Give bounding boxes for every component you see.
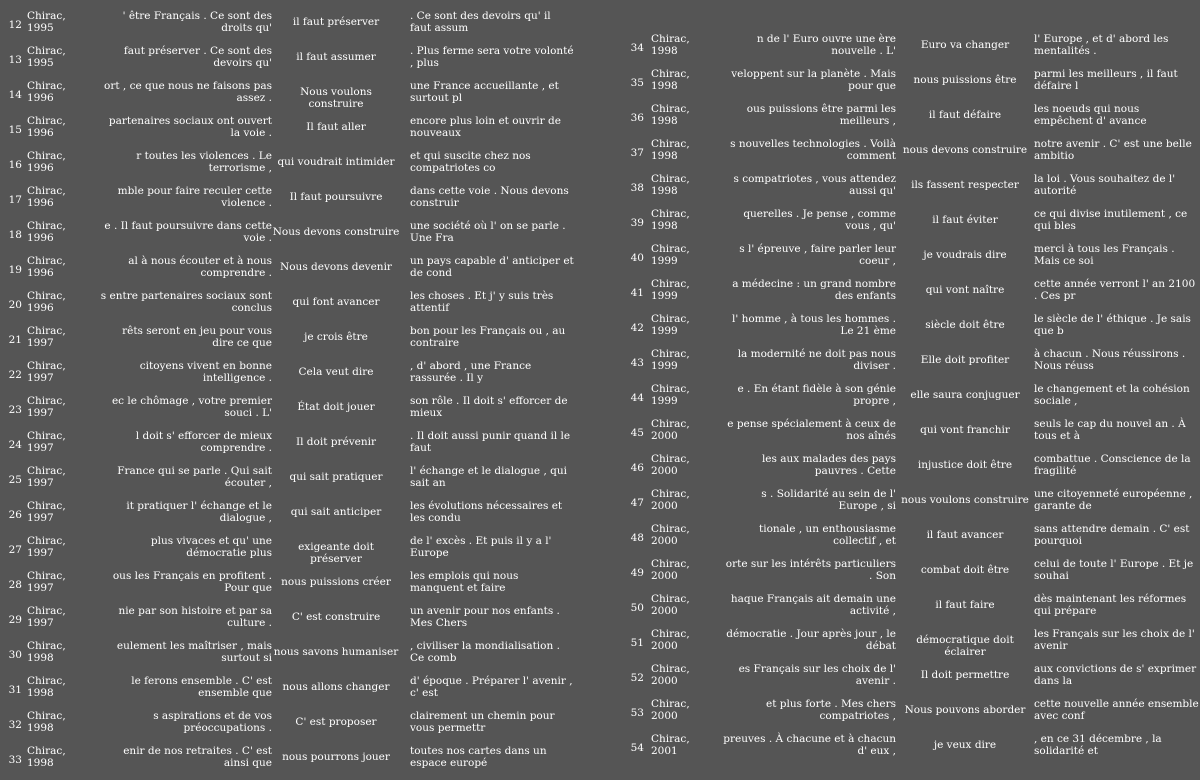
right-context: les Français sur les choix de l' avenir [1034, 628, 1195, 652]
source-label: Chirac, 1996 [27, 255, 66, 279]
source-label: Chirac, 1997 [27, 605, 66, 629]
left-context: enir de nos retraites . C' est ainsi que [123, 745, 272, 769]
right-context: ce qui divise inutilement , ce qui bles [1034, 208, 1188, 232]
right-context: une France accueillante , et surtout pl [410, 80, 559, 104]
row-number: 15 [8, 124, 22, 136]
source-label: Chirac, 1998 [27, 710, 66, 734]
row-number: 39 [630, 217, 644, 229]
left-context: preuves . À chacune et à chacun d' eux , [723, 733, 896, 757]
left-context: eulement les maîtriser , mais surtout si [116, 640, 272, 664]
keyword-match: Nous devons devenir [280, 261, 392, 273]
right-context: , en ce 31 décembre , la solidarité et [1034, 733, 1162, 757]
row-number: 38 [630, 182, 644, 194]
right-context: cette nouvelle année ensemble avec conf [1034, 698, 1199, 722]
source-label: Chirac, 1999 [651, 278, 690, 302]
row-number: 48 [630, 532, 644, 544]
row-number: 44 [630, 392, 644, 404]
left-context: e pense spécialement à ceux de nos aînés [727, 418, 896, 442]
keyword-match: Euro va changer [920, 39, 1010, 51]
keyword-match: il faut éviter [932, 214, 998, 226]
source-label: Chirac, 1997 [27, 360, 66, 384]
right-context: dans cette voie . Nous devons construir [410, 185, 569, 209]
row-number: 47 [630, 497, 644, 509]
keyword-match: qui font avancer [292, 296, 380, 308]
row-number: 34 [630, 42, 644, 54]
row-number: 24 [8, 439, 22, 451]
source-label: Chirac, 1996 [27, 150, 66, 174]
keyword-match: État doit jouer [297, 401, 375, 413]
row-number: 18 [8, 229, 22, 241]
left-context: it pratiquer l' échange et le dialogue , [126, 500, 272, 524]
right-context: , d' abord , une France rassurée . Il y [410, 360, 532, 384]
source-label: Chirac, 1998 [651, 68, 690, 92]
left-context: querelles . Je pense , comme vous , qu' [743, 208, 896, 232]
row-number: 46 [630, 462, 644, 474]
row-number: 49 [630, 567, 644, 579]
left-context: et plus forte . Mes chers compatriotes , [766, 698, 896, 722]
row-number: 25 [8, 474, 22, 486]
left-context: faut préserver . Ce sont des devoirs qu' [123, 45, 272, 69]
keyword-match: ils fassent respecter [911, 179, 1019, 191]
left-context: le ferons ensemble . C' est ensemble que [131, 675, 272, 699]
source-label: Chirac, 1997 [27, 395, 66, 419]
row-number: 35 [630, 77, 644, 89]
row-number: 40 [630, 252, 644, 264]
source-label: Chirac, 1997 [27, 570, 66, 594]
left-context: a médecine : un grand nombre des enfants [732, 278, 896, 302]
row-number: 54 [630, 742, 644, 754]
keyword-match: il faut préserver [292, 16, 380, 28]
right-context: de l' excès . Et puis il y a l' Europe [410, 535, 552, 559]
source-label: Chirac, 1997 [27, 500, 66, 524]
left-context: tionale , un enthousiasme collectif , et [759, 523, 896, 547]
source-label: Chirac, 1997 [27, 430, 66, 454]
keyword-match: qui voudrait intimider [277, 156, 395, 168]
right-context: les évolutions nécessaires et les condu [410, 500, 563, 524]
right-context: les choses . Et j' y suis très attentif [410, 290, 554, 314]
source-label: Chirac, 1998 [651, 208, 690, 232]
left-context: n de l' Euro ouvre une ère nouvelle . L' [756, 33, 896, 57]
row-number: 19 [8, 264, 22, 276]
left-context: France qui se parle . Qui sait écouter , [117, 465, 272, 489]
row-number: 51 [630, 637, 644, 649]
left-context: s aspirations et de vos préoccupations . [153, 710, 272, 734]
right-context: aux convictions de s' exprimer dans la [1034, 663, 1197, 687]
source-label: Chirac, 1996 [27, 290, 66, 314]
source-label: Chirac, 1996 [27, 80, 66, 104]
row-number: 17 [8, 194, 22, 206]
left-context: nie par son histoire et par sa culture . [118, 605, 272, 629]
keyword-match: il faut faire [935, 599, 995, 611]
source-label: Chirac, 1999 [651, 313, 690, 337]
keyword-match: il faut assumer [296, 51, 376, 63]
right-context: à chacun . Nous réussirons . Nous réuss [1034, 348, 1186, 372]
right-context: parmi les meilleurs , il faut défaire l [1034, 68, 1178, 92]
right-context: . Plus ferme sera votre volonté , plus [410, 45, 574, 69]
source-label: Chirac, 1998 [651, 103, 690, 127]
row-number: 29 [8, 614, 22, 626]
left-context: orte sur les intérêts particuliers . Son [725, 558, 896, 582]
right-context: bon pour les Français ou , au contraire [410, 325, 566, 349]
keyword-match: qui vont naître [925, 284, 1005, 296]
left-context: ous puissions être parmi les meilleurs , [746, 103, 896, 127]
left-context: e . Il faut poursuivre dans cette voie . [104, 220, 272, 244]
keyword-match: Nous pouvons aborder [904, 704, 1026, 716]
keyword-match: il faut avancer [926, 529, 1004, 541]
left-context: es Français sur les choix de l' avenir . [738, 663, 896, 687]
source-label: Chirac, 2001 [651, 733, 690, 757]
keyword-match: nous allons changer [282, 681, 390, 693]
source-label: Chirac, 1998 [27, 640, 66, 664]
left-context: l' homme , à tous les hommes . Le 21 ème [731, 313, 896, 337]
left-context: ec le chômage , votre premier souci . L' [111, 395, 272, 419]
right-context: l' échange et le dialogue , qui sait an [410, 465, 567, 489]
row-number: 12 [8, 19, 22, 31]
source-label: Chirac, 2000 [651, 663, 690, 687]
keyword-match: qui vont franchir [920, 424, 1010, 436]
source-label: Chirac, 1997 [27, 535, 66, 559]
right-context: . Ce sont des devoirs qu' il faut assum [410, 10, 551, 34]
left-context: veloppent sur la planète . Mais pour que [731, 68, 896, 92]
right-context: toutes nos cartes dans un espace europé [410, 745, 547, 769]
left-context: e . En étant fidèle à son génie propre , [737, 383, 896, 407]
source-label: Chirac, 2000 [651, 453, 690, 477]
keyword-match: nous puissions être [913, 74, 1017, 86]
source-label: Chirac, 1999 [651, 243, 690, 267]
row-number: 36 [630, 112, 644, 124]
keyword-match: nous pourrons jouer [282, 751, 390, 763]
keyword-match: qui sait anticiper [290, 506, 382, 518]
row-number: 22 [8, 369, 22, 381]
row-number: 32 [8, 719, 22, 731]
right-context: merci à tous les Français . Mais ce soi [1034, 243, 1175, 267]
keyword-match: Elle doit profiter [920, 354, 1010, 366]
left-context: s nouvelles technologies . Voilà comment [730, 138, 896, 162]
row-number: 30 [8, 649, 22, 661]
right-context: . Il doit aussi punir quand il le faut [410, 430, 571, 454]
source-label: Chirac, 1998 [651, 138, 690, 162]
row-number: 27 [8, 544, 22, 556]
left-context: ous les Français en profitent . Pour que [112, 570, 272, 594]
row-number: 14 [8, 89, 22, 101]
right-context: les emplois qui nous manquent et faire [410, 570, 519, 594]
source-label: Chirac, 2000 [651, 698, 690, 722]
row-number: 43 [630, 357, 644, 369]
keyword-match: Il faut poursuivre [289, 191, 383, 203]
left-context: mble pour faire reculer cette violence . [117, 185, 272, 209]
row-number: 53 [630, 707, 644, 719]
source-label: Chirac, 1996 [27, 115, 66, 139]
right-context: l' Europe , et d' abord les mentalités . [1034, 33, 1169, 57]
right-context: une société où l' on se parle . Une Fra [410, 220, 566, 244]
right-context: notre avenir . C' est une belle ambitio [1034, 138, 1192, 162]
right-context: un pays capable d' anticiper et de cond [410, 255, 574, 279]
row-number: 45 [630, 427, 644, 439]
keyword-match: nous puissions créer [281, 576, 391, 588]
keyword-match: Il faut aller [306, 121, 366, 133]
source-label: Chirac, 2000 [651, 488, 690, 512]
keyword-match: Cela veut dire [298, 366, 374, 378]
right-context: d' époque . Préparer l' avenir , c' est [410, 675, 573, 699]
right-context: encore plus loin et ouvrir de nouveaux [410, 115, 561, 139]
row-number: 31 [8, 684, 22, 696]
source-label: Chirac, 1999 [651, 348, 690, 372]
keyword-match: je crois être [304, 331, 368, 343]
row-number: 20 [8, 299, 22, 311]
right-context: une citoyenneté européenne , garante de [1034, 488, 1193, 512]
right-context: clairement un chemin pour vous permettr [410, 710, 555, 734]
left-context: r toutes les violences . Le terrorisme , [136, 150, 272, 174]
keyword-match: démocratique doit éclairer [916, 634, 1014, 658]
right-context: sans attendre demain . C' est pourquoi [1034, 523, 1190, 547]
left-context: al à nous écouter et à nous comprendre . [128, 255, 272, 279]
keyword-match: siècle doit être [925, 319, 1005, 331]
source-label: Chirac, 2000 [651, 418, 690, 442]
right-context: seuls le cap du nouvel an . À tous et à [1034, 418, 1186, 442]
keyword-match: Nous voulons construire [300, 86, 372, 110]
right-context: dès maintenant les réformes qui prépare [1034, 593, 1187, 617]
right-context: , civiliser la mondialisation . Ce comb [410, 640, 560, 664]
row-number: 50 [630, 602, 644, 614]
source-label: Chirac, 1998 [651, 173, 690, 197]
source-label: Chirac, 1995 [27, 10, 66, 34]
keyword-match: Nous devons construire [272, 226, 400, 238]
source-label: Chirac, 2000 [651, 593, 690, 617]
source-label: Chirac, 1997 [27, 465, 66, 489]
row-number: 42 [630, 322, 644, 334]
row-number: 13 [8, 54, 22, 66]
row-number: 37 [630, 147, 644, 159]
keyword-match: Il doit permettre [920, 669, 1010, 681]
left-context: citoyens vivent en bonne intelligence . [139, 360, 272, 384]
keyword-match: nous voulons construire [901, 494, 1029, 506]
right-context: un avenir pour nos enfants . Mes Chers [410, 605, 560, 629]
source-label: Chirac, 1996 [27, 220, 66, 244]
left-context: ort , ce que nous ne faisons pas assez . [104, 80, 272, 104]
right-context: combattue . Conscience de la fragilité [1034, 453, 1191, 477]
source-label: Chirac, 1998 [27, 745, 66, 769]
source-label: Chirac, 1997 [27, 325, 66, 349]
row-number: 33 [8, 754, 22, 766]
left-context: s l' épreuve , faire parler leur coeur , [739, 243, 896, 267]
row-number: 52 [630, 672, 644, 684]
right-context: son rôle . Il doit s' efforcer de mieux [410, 395, 568, 419]
right-context: le siècle de l' éthique . Je sais que b [1034, 313, 1191, 337]
left-context: démocratie . Jour après jour , le débat [726, 628, 896, 652]
right-context: la loi . Vous souhaitez de l' autorité [1034, 173, 1176, 197]
right-context: le changement et la cohésion sociale , [1034, 383, 1190, 407]
keyword-match: exigeante doit préserver [298, 541, 374, 565]
left-context: s . Solidarité au sein de l' Europe , si [761, 488, 896, 512]
keyword-match: Il doit prévenir [295, 436, 377, 448]
row-number: 16 [8, 159, 22, 171]
source-label: Chirac, 2000 [651, 628, 690, 652]
keyword-match: il faut défaire [928, 109, 1002, 121]
source-label: Chirac, 1998 [27, 675, 66, 699]
left-context: s compatriotes , vous attendez aussi qu' [733, 173, 896, 197]
row-number: 23 [8, 404, 22, 416]
keyword-match: injustice doit être [917, 459, 1013, 471]
right-context: cette année verront l' an 2100 . Ces pr [1034, 278, 1196, 302]
keyword-match: C' est proposer [295, 716, 377, 728]
right-context: celui de toute l' Europe . Et je souhai [1034, 558, 1194, 582]
left-context: rêts seront en jeu pour vous dire ce que [122, 325, 272, 349]
left-context: la modernité ne doit pas nous diviser . [737, 348, 896, 372]
keyword-match: combat doit être [920, 564, 1010, 576]
source-label: Chirac, 1995 [27, 45, 66, 69]
keyword-match: nous devons construire [902, 144, 1028, 156]
row-number: 41 [630, 287, 644, 299]
source-label: Chirac, 1999 [651, 383, 690, 407]
left-context: ' être Français . Ce sont des droits qu' [122, 10, 272, 34]
source-label: Chirac, 1996 [27, 185, 66, 209]
keyword-match: C' est construire [291, 611, 381, 623]
row-number: 28 [8, 579, 22, 591]
left-context: plus vivaces et qu' une démocratie plus [150, 535, 272, 559]
right-context: les noeuds qui nous empêchent d' avance [1034, 103, 1147, 127]
left-context: partenaires sociaux ont ouvert la voie . [108, 115, 272, 139]
keyword-match: qui sait pratiquer [289, 471, 383, 483]
row-number: 21 [8, 334, 22, 346]
left-context: l doit s' efforcer de mieux comprendre . [135, 430, 272, 454]
row-number: 26 [8, 509, 22, 521]
keyword-match: je veux dire [933, 739, 997, 751]
left-context: les aux malades des pays pauvres . Cette [761, 453, 896, 477]
left-context: haque Français ait demain une activité , [730, 593, 896, 617]
left-context: s entre partenaires sociaux sont conclus [100, 290, 272, 314]
source-label: Chirac, 2000 [651, 523, 690, 547]
keyword-match: nous savons humaniser [273, 646, 399, 658]
keyword-match: je voudrais dire [923, 249, 1007, 261]
source-label: Chirac, 1998 [651, 33, 690, 57]
source-label: Chirac, 2000 [651, 558, 690, 582]
right-context: et qui suscite chez nos compatriotes co [410, 150, 531, 174]
keyword-match: elle saura conjuguer [910, 389, 1020, 401]
